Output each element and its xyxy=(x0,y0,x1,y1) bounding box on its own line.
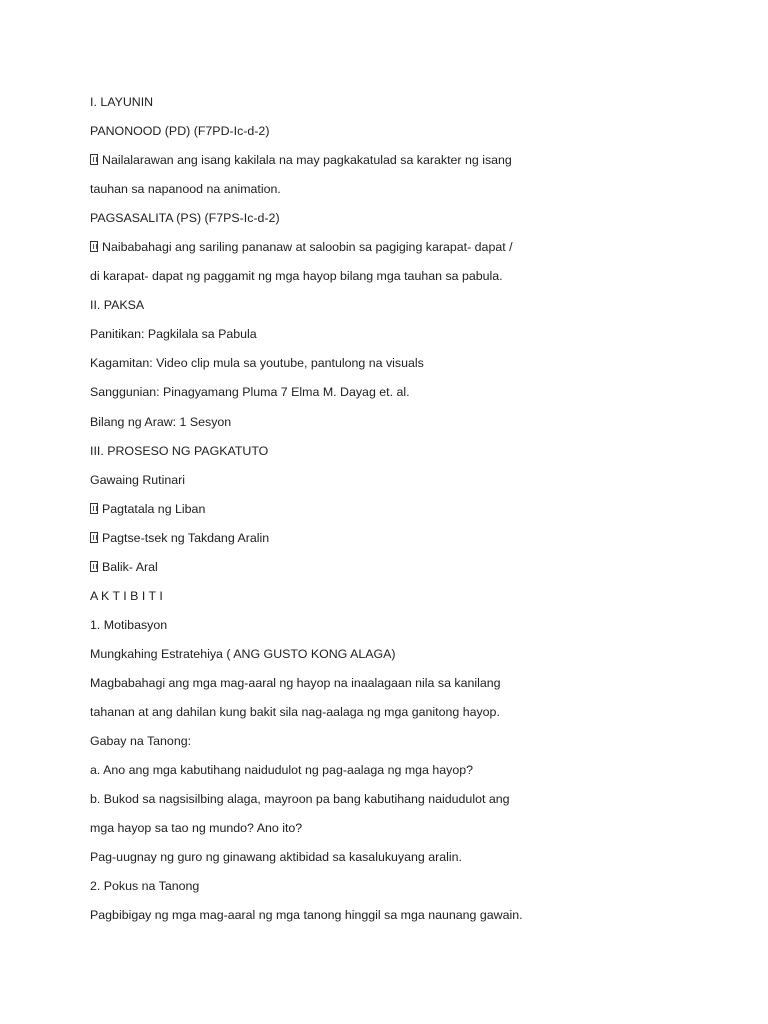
bullet-text: Pagtatala ng Liban xyxy=(102,501,206,516)
document-page xyxy=(90,88,730,930)
subheading-pokus-na-tanong: 2. Pokus na Tanong xyxy=(90,879,200,894)
text-line: Kagamitan: Video clip mula sa youtube, pantulong na visuals xyxy=(90,356,424,371)
bullet-line xyxy=(90,146,730,175)
text-line: Pagbibigay ng mga mag-aaral ng mga tanong hinggil sa mga naunang gawain. xyxy=(90,908,523,923)
question-line: a. Ano ang mga kabutihang naidudulot ng pag-aalaga ng mga hayop? xyxy=(90,763,474,778)
missing-glyph-bullet-icon xyxy=(90,561,98,572)
text-line: tahanan at ang dahilan kung bakit sila nag-aalaga ng mga ganitong hayop. xyxy=(90,704,500,719)
text-line: mga hayop sa tao ng mundo? Ano ito? xyxy=(90,821,303,836)
subheading-motibasyon: 1. Motibasyon xyxy=(90,617,168,632)
bullet-line xyxy=(90,524,730,553)
text-line: Magbabahagi ang mga mag-aaral ng hayop na inaalagaan nila sa kanilang xyxy=(90,675,501,690)
section-heading-proseso: III. PROSESO NG PAGKATUTO xyxy=(90,443,269,458)
subheading-pagsasalita: PAGSASALITA (PS) (F7PS-Ic-d-2) xyxy=(90,211,280,226)
bullet-text: Balik- Aral xyxy=(102,559,158,574)
missing-glyph-bullet-icon xyxy=(90,154,98,165)
subheading-gabay-na-tanong: Gabay na Tanong: xyxy=(90,734,192,749)
text-line: Sanggunian: Pinagyamang Pluma 7 Elma M. Dayag et. al. xyxy=(90,385,410,400)
text-line: Mungkahing Estratehiya ( ANG GUSTO KONG ALAGA) xyxy=(90,646,396,661)
missing-glyph-bullet-icon xyxy=(90,241,98,252)
bullet-line xyxy=(90,495,730,524)
text-line: Pag-uugnay ng guro ng ginawang aktibidad sa kasalukuyang aralin. xyxy=(90,850,462,865)
bullet-text: Naibabahagi ang sariling pananaw at saloobin sa pagiging karapat- dapat / xyxy=(102,240,513,255)
subheading-gawaing-rutinari: Gawaing Rutinari xyxy=(90,472,186,487)
bullet-text: Nailalarawan ang isang kakilala na may pagkakatulad sa karakter ng isang xyxy=(102,153,512,168)
subheading-aktibiti: A K T I B I T I xyxy=(90,588,163,603)
text-line: di karapat- dapat ng paggamit ng mga hayop bilang mga tauhan sa pabula. xyxy=(90,269,503,284)
bullet-line xyxy=(90,233,730,262)
text-line: Bilang ng Araw: 1 Sesyon xyxy=(90,414,232,429)
text-line: Panitikan: Pagkilala sa Pabula xyxy=(90,327,257,342)
bullet-text: Pagtse-tsek ng Takdang Aralin xyxy=(102,530,270,545)
question-line: b. Bukod sa nagsisilbing alaga, mayroon pa bang kabutihang naidudulot ang xyxy=(90,792,510,807)
section-heading-paksa: II. PAKSA xyxy=(90,298,145,313)
section-heading-layunin: I. LAYUNIN xyxy=(90,95,154,109)
subheading-panonood: PANONOOD (PD) (F7PD-Ic-d-2) xyxy=(90,124,270,139)
missing-glyph-bullet-icon xyxy=(90,532,98,543)
text-line: tauhan sa napanood na animation. xyxy=(90,182,281,197)
missing-glyph-bullet-icon xyxy=(90,503,98,514)
bullet-line xyxy=(90,553,730,582)
